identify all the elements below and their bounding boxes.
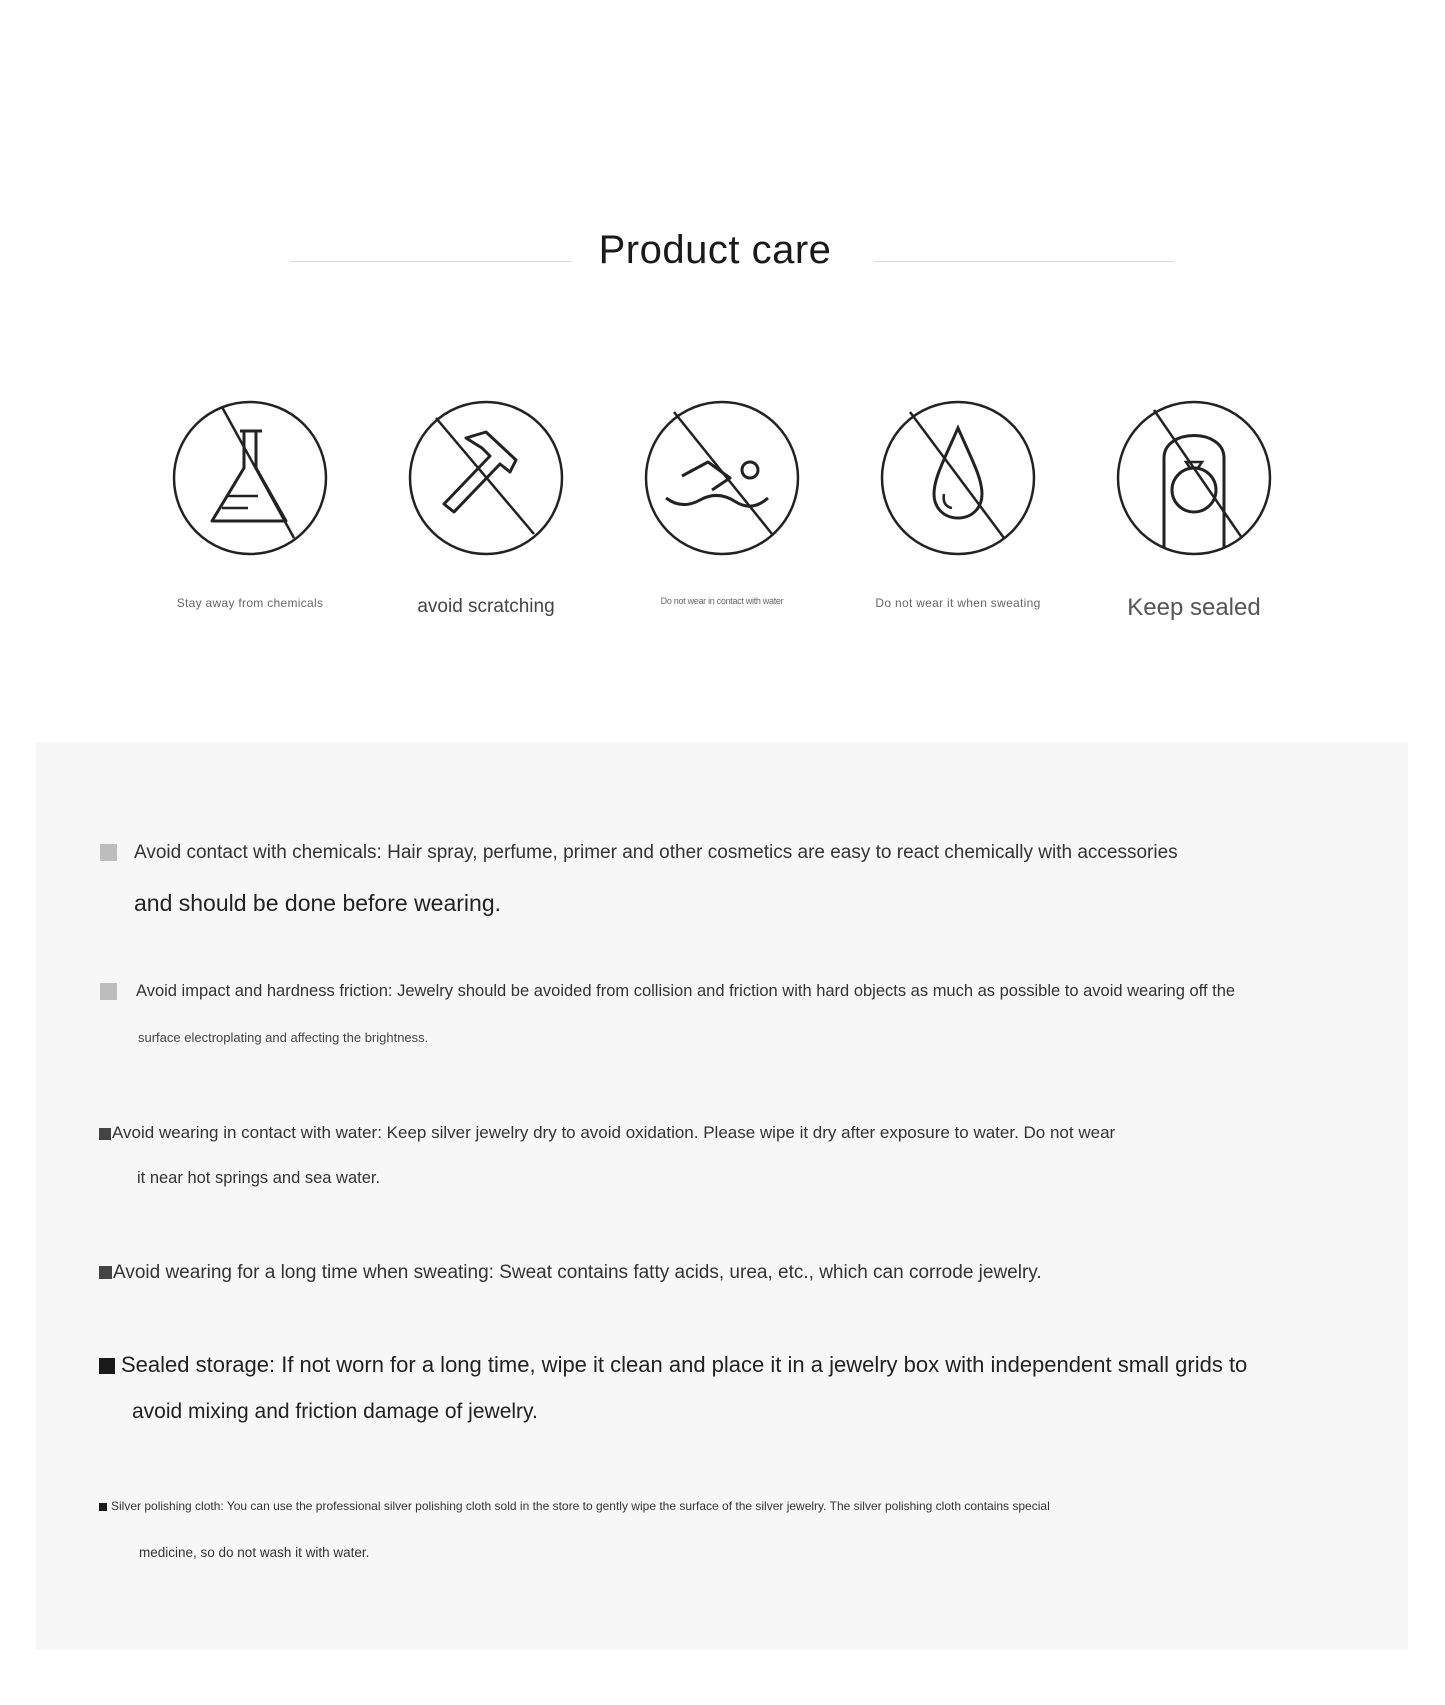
square-bullet-icon: [100, 844, 117, 861]
no-swimming-icon: [642, 398, 802, 558]
care-item-text-cont: medicine, so do not wash it with water.: [139, 1545, 370, 1560]
icon-caption-chemicals: Stay away from chemicals: [176, 596, 324, 610]
square-bullet-icon: [99, 1503, 107, 1511]
no-ring-on-finger-icon: [1114, 398, 1274, 558]
care-item-text: Sealed storage: If not worn for a long time, wipe it clean and place it in a jewelry box with independent small grids to: [121, 1352, 1248, 1377]
icon-caption-scratching: avoid scratching: [417, 596, 555, 617]
icon-card-chemicals: [130, 398, 370, 610]
care-icons-row: [0, 398, 1445, 638]
care-item-text-cont: it near hot springs and sea water.: [137, 1169, 381, 1187]
no-sweat-drop-icon: [878, 398, 1038, 558]
icon-card-water: [602, 398, 842, 606]
care-item-text-cont: surface electroplating and affecting the brightness.: [138, 1030, 429, 1045]
icon-card-scratching: [366, 398, 606, 618]
care-item-water: [99, 1123, 1116, 1187]
care-item-impact: [100, 982, 1236, 1045]
care-item-text: Silver polishing cloth: You can use the professional silver polishing cloth sold in the store to gently wipe the surface of the silver jewelry. The silver polishing cloth contains special: [111, 1499, 1050, 1513]
care-item-text: Avoid wearing in contact with water: Keep silver jewelry dry to avoid oxidation. Please wipe it dry after exposure to water. Do not wear: [112, 1123, 1116, 1142]
icon-caption-sealed: Keep sealed: [1127, 594, 1261, 621]
title-row: [0, 228, 1445, 288]
no-hammer-icon: [406, 398, 566, 558]
page-title: Product care: [598, 228, 832, 272]
care-item-text: Avoid contact with chemicals: Hair spray, perfume, primer and other cosmetics are easy to react chemically with accessories: [134, 842, 1178, 863]
care-item-text-cont: and should be done before wearing.: [134, 890, 502, 916]
care-item-chemicals: [100, 842, 1178, 916]
care-instructions-panel: [36, 742, 1408, 1650]
square-bullet-icon: [100, 983, 117, 1000]
icon-caption-water: Do not wear in contact with water: [660, 596, 784, 606]
care-item-sweating: [99, 1262, 1042, 1284]
care-item-text: Avoid impact and hardness friction: Jewelry should be avoided from collision and friction with hard objects as much as possible to avoid wearing off the: [136, 982, 1236, 1000]
care-item-text: Avoid wearing for a long time when sweating: Sweat contains fatty acids, urea, etc., which can corrode jewelry.: [113, 1262, 1042, 1283]
care-item-text-cont: avoid mixing and friction damage of jewelry.: [132, 1400, 538, 1423]
icon-caption-sweating: Do not wear it when sweating: [875, 596, 1041, 610]
no-chemicals-icon: [170, 398, 330, 558]
icon-card-sealed: [1074, 398, 1314, 622]
square-bullet-icon: [99, 1358, 115, 1374]
square-bullet-icon: [99, 1128, 111, 1140]
care-item-polishing-cloth: [99, 1499, 1050, 1560]
care-item-storage: [99, 1352, 1248, 1423]
title-divider-right: [874, 261, 1174, 262]
square-bullet-icon: [99, 1266, 112, 1279]
icon-card-sweating: [838, 398, 1078, 610]
